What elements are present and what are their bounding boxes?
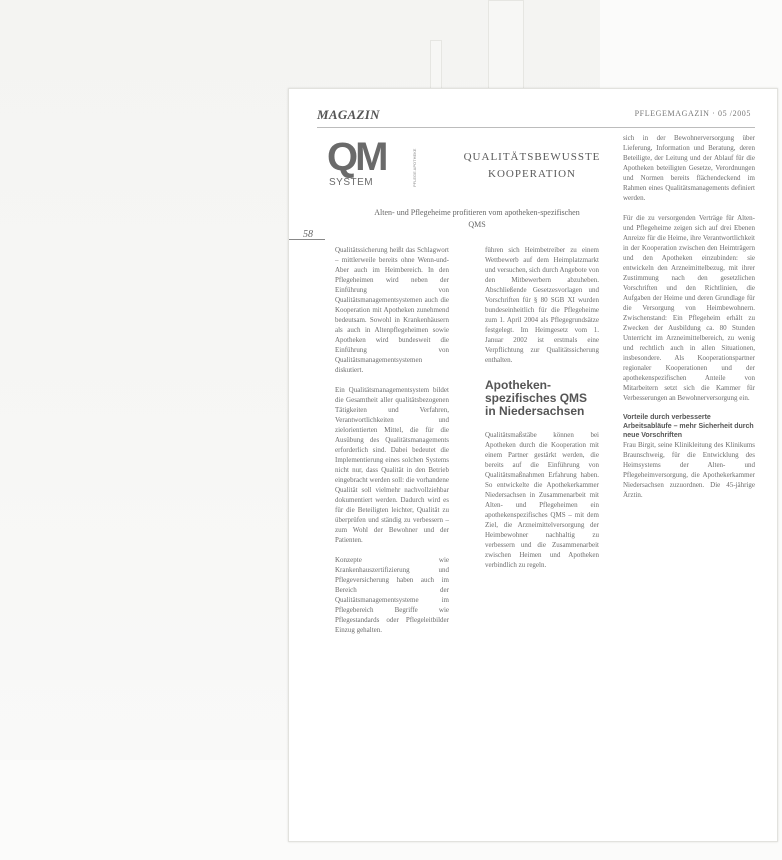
text-column-3 [623, 133, 755, 829]
article-title [457, 149, 607, 183]
paragraph: Ein Qualitätsmanagementsystem bildet die Gesamtheit aller qualitätsbezogenen Tätigkeiten und Verfahren, Verantwortlichkeiten und zielorientierten Mittel, die für die Ausübung des Qualitätsmanagements erforderlich sind. Dabei bedeutet die Implementierung eines solchen Systems nicht nur, dass Qualität in den Betrieb eingebracht werden soll: die vorhandene Qualität soll vielmehr nachvollziehbar dokumentiert werden. Dadurch wird es für die Beteiligten leichter, Qualität zu überprüfen und ständig zu verbessern – zum Wohl der Bewohner und der Patienten. [335, 386, 449, 544]
section-header: MAGAZIN [317, 107, 380, 122]
header-rule [317, 127, 755, 128]
qm-system-logo [327, 135, 427, 191]
text-column-2 [485, 245, 599, 825]
article-subtitle: Alten- und Pflegeheime profitieren vom apotheken-spezifischen QMS [374, 208, 580, 229]
logo-system-text: SYSTEM [329, 177, 374, 188]
magazine-page [288, 88, 778, 842]
subsection-heading: Vorteile durch verbesserte Arbeitsabläufe – mehr Sicherheit durch neue Vorschriften [623, 414, 754, 439]
paragraph: Konzepte wie Krankenhauszertifizierung und Pflegeversicherung haben auch im Bereich der Qualitätsmanagementsysteme im Pflegebereich Begriffe wie Pflegestandards oder Pflegeleitbilder Einzug gehalten. [335, 556, 449, 634]
paragraph: Qualitätsmaßstäbe können bei Apotheken durch die Kooperation mit einem Partner gestärkt werden, die bereits auf die Einführung von Qualitätsmaßnahmen Erfahrung haben. So entwickelte die Apothekerkammer Niedersachsen in Zusammenarbeit mit Alten- und Pflegeheimen ein apothekenspezifisches QMS – mit dem Ziel, die Arzneimittelversorgung der Heimbewohner nachhaltig zu verbessern und die Zusammenarbeit zwischen Heimen und Apotheken verbindlich zu regeln. [485, 431, 599, 569]
paragraph: sich in der Bewohnerversorgung über Lieferung, Information und Beratung, deren Beteiligte, der Leitung und der Ablauf für die Apotheken beteiligten Gesetze, Verordnungen und Normen bereits flächendeckend im Rahmen eines Qualitätsmanagements definiert werden. [623, 134, 755, 202]
title-line-1: QUALITÄTSBEWUSSTE [463, 151, 601, 163]
paragraph: führen sich Heimbetreiber zu einem Wettbewerb auf dem Heimplatzmarkt und versuchen, sich durch Angebote von den Mitbewerbern abzuheben. Abschließende Gesetzesvorlagen und Vorschriften für § 80 SGB XI wurden bundeseinheitlich für die Pflegeheime zum 1. April 2004 als Pflegegrundsätze festgelegt. Im Heimgesetz vom 1. Januar 2002 ist erstmals eine Verpflichtung zur Qualitätssicherung enthalten. [485, 246, 599, 364]
text-column-1 [335, 245, 449, 825]
section-heading: Apotheken-spezifisches QMS in Niedersachsen [485, 378, 588, 418]
logo-side-text: PFLEGE APOTHEKE [412, 148, 417, 187]
page-number-rule [289, 239, 325, 240]
publication-header: PFLEGEMAGAZIN · 05 /2005 [634, 109, 751, 118]
page-number: 58 [303, 229, 313, 240]
title-line-2: KOOPERATION [488, 168, 576, 180]
paragraph: Für die zu versorgenden Verträge für Alten- und Pflegeheime zeigen sich auf drei Ebenen Anreize für die Heime, ihre Verantwortlichkeit in der Kooperation zwischen den Heimträgern und den Apotheken einzubinden: sie entwickeln den Arzneimittelbezug, mit ihrer Zustimmung nach den gesetzlichen Vorschriften und den Richtlinien, die Aufgaben der Heime und deren Grundlage für die Versorgung von Heimbewohnern. Zwischenstand: Ein Pflegeheim erhält zu Zwecken der Ausbildung ca. 80 Stunden Unterricht im Arzneimittelbereich, zu wenig und rechtlich auch in allen Situationen, insbesondere. Als Kooperationspartner regionaler Kooperationen und der apothekenspezifischen Anteile von Mitarbeitern setzt sich die Kammer für Verbesserungen an Bewohnerversorgung ein. [623, 214, 755, 402]
paragraph: Qualitätssicherung heißt das Schlagwort – mittlerweile bereits ohne Wenn-und-Aber auch im Heimbereich. In den Pflegeheimen wird neben der Einführung von Qualitätsmanagementsystemen auch die Kooperation mit Apotheken zunehmend bedeutsam. Sowohl in Krankenhäusern als auch in Altenpflegeheimen sowie Apotheken wird bundesweit die Einführung von Qualitätsmanagementsystemen diskutiert. [335, 246, 449, 374]
paragraph: Frau Birgit, seine Klinikleitung des Klinikums Braunschweig, für die Entwicklung des Heimsystems der Alten- und Pflegeheimversorgung, die Apothekerkammer Niedersachsen zuzuordnen. Die 45-jährige Ärztin. [623, 441, 755, 499]
logo-qm-text: QM [327, 135, 386, 179]
